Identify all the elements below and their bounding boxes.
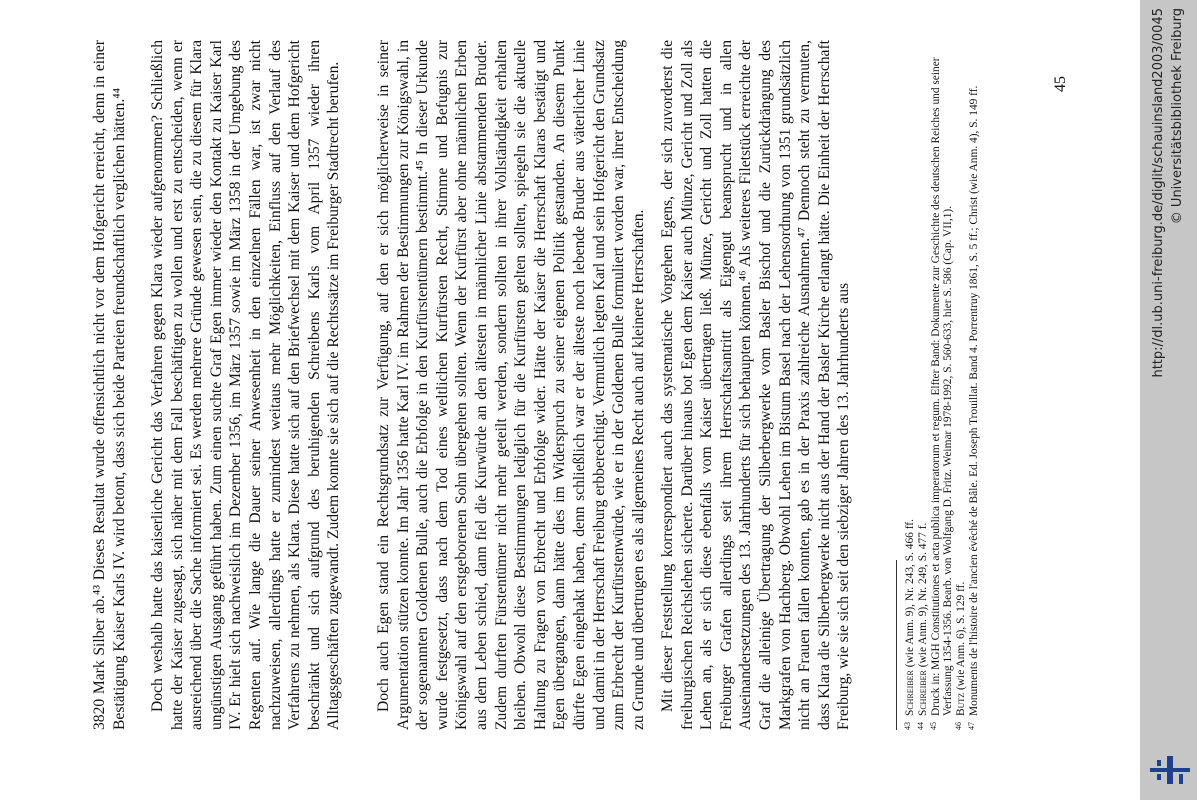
footnote-43 [904, 40, 917, 730]
footnotes [904, 40, 981, 730]
footnote-author: Butz [955, 692, 968, 716]
footnote-44 [917, 40, 930, 730]
footnote-text: (wie Anm. 6), S. 129 ff. [955, 581, 968, 693]
footnote-number: 45 [928, 722, 938, 730]
footnote-text: (wie Anm. 9), Nr. 249, S. 477 f. [916, 522, 929, 671]
footnote-number: 47 [966, 722, 976, 730]
footnote-number: 46 [954, 722, 964, 730]
copyright-notice: © Universitätsbibliothek Freiburg [1170, 8, 1185, 225]
footnote-text: (wie Anm. 9), Nr. 243, S. 466 ff. [904, 519, 916, 671]
footnote-number: 44 [915, 722, 925, 730]
paragraph-1: 3820 Mark Silber ab.⁴³ Dieses Resultat wurde offensichtlich nicht vor dem Hofgericht erreicht, denn in einer Bestätigung Kaiser Karls IV. wird betont, dass sich beide Parteien freundschaftlich verglichen hätten.⁴⁴ [91, 40, 128, 730]
footnote-author: Schreiber [916, 670, 929, 716]
footnote-text: Druck in: MGH Constitutiones et acta publica imperatorum et regum. Elfter Band: Dokumente zur Geschichte des deutschen Reiches und seiner Verfassung 1354-1356. Bearb. von Wolfgang D. Fritz. Weimar 1978-1992, S. 560-633, hier S. 586 (Cap. VII,1). [929, 57, 955, 716]
page-number: 45 [1052, 76, 1069, 92]
viewer-sidebar [1140, 0, 1197, 800]
paragraph-2: Doch weshalb hatte das kaiserliche Gericht das Verfahren gegen Klara wieder aufgenommen? Schließlich hatte der Kaiser zugesagt, sich näher mit dem Fall beschäftigen zu wollen und erst zu entscheiden, wenn er ausreichend über die Sache informiert sei. Es werden mehrere Gründe gewesen sein, die zu diesem für Klara ungünstigen Ausgang geführt haben. Zum einen suchte Graf Egen immer wieder den Kontakt zu Kaiser Karl IV. Er hielt sich nachweislich im Dezember 1356, im März 1357 sowie im März 1358 in der Umgebung des Regenten auf. Wie lange die Dauer seiner Anwesenheit in den einzelnen Fällen war, ist zwar nicht nachzuweisen, allerdings hatte er zumindest weitaus mehr Möglichkeiten, Einfluss auf den Verlauf des Verfahrens zu nehmen, als Klara. Diese hatte sich auf den Briefwechsel mit dem Kaiser und dem Hofgericht beschränkt und sich aufgrund des beruhigenden Schreibens Karls vom April 1357 wieder ihren Alltagsgeschäften zugewandt. Zudem konnte sie sich auf die Rechtssätze im Freiburger Stadtrecht berufen. [149, 40, 343, 730]
footnote-45 [930, 40, 956, 730]
footnote-author: Schreiber [904, 670, 916, 716]
footnote-separator [896, 560, 897, 730]
paragraph-3: Doch auch Egen stand ein Rechtsgrundsatz zur Verfügung, auf den er sich möglicherweise in seiner Argumentation stützen konnte. Im Jahr 1356 hatte Karl IV. im Rahmen der Bestimmungen zur Königswahl, in der sogenannten Goldenen Bulle, auch die Erbfolge in den Kurfürstentümern bestimmt.⁴⁵ In dieser Urkunde wurde festgesetzt, dass nach dem Tod eines weltlichen Kurfürsten Recht, Stimme und Befugnis zur Königswahl auf den erstgeborenen Sohn übergehen sollten. Wenn der Kurfürst aber ohne männlichen Erben aus dem Leben schied, dann fiel die Kurwürde an den ältesten in männlicher Linie abstammenden Bruder. Zudem durften Fürstentümer nicht mehr geteilt werden, sondern sollten in ihrer Vollständigkeit erhalten bleiben. Obwohl diese Bestimmungen lediglich für die Kurfürsten gelten sollten, spiegeln sie die aktuelle Haltung zu Fragen von Erbrecht und Erbfolge wider. Hätte der Kaiser die Herrschaft Klaras bestätigt und Egen übergangen, dann hätte dies im Widerspruch zu seiner eigenen Politik gestanden. An diesem Punkt dürfte Egen eingehakt haben, denn schließlich war er der älteste noch lebende Bruder aus väterlicher Linie und damit in der Herrschaft Freiburg erbberechtigt. Vermutlich legten Karl und sein Hofgericht den Grundsatz zum Erbrecht der Kurfürstenwürde, wie er in der Goldenen Bulle formuliert worden war, ihrer Entscheidung zu Grunde und übertrugen es als allgemeines Recht auch auf kleinere Herrschaften. [375, 40, 647, 730]
footnote-47 [968, 40, 981, 730]
footnote-46 [955, 40, 968, 730]
paragraph-4: Mit dieser Feststellung korrespondiert auch das systematische Vorgehen Egens, der sich zuvorderst die freiburgischen Reichslehen sicherte. Darüber hinaus bot Egen dem Kaiser auch Münze, Gericht und Zoll als Lehen an, als er sich diese ebenfalls vom Kaiser übertragen ließ. Münze, Gericht und Zoll hatten die Freiburger Grafen allerdings seit ihrem Herrschaftsantritt als Eigengut beansprucht und in allen Auseinandersetzungen des 13. Jahrhunderts für sich behaupten können.⁴⁶ Als weiteres Filetstück erreichte der Graf die alleinige Übertragung der Silberbergwerke vom Basler Bischof und die Zurückdrängung des Markgrafen von Hachberg. Obwohl Lehen im Bistum Basel nach der Lehensordnung von 1351 grundsätzlich nicht an Frauen fallen konnten, gab es in der Praxis zahlreiche Ausnahmen.⁴⁷ Dennoch steht zu vermuten, dass Klara die Silberbergwerke nicht aus der Hand der Basler Kirche erlangt hätte. Die Einheit der Herrschaft Freiburg, wie sie sich seit den siebziger Jahren des 13. Jahrhunderts aus [659, 40, 853, 730]
source-url-link[interactable]: http://dl.ub.uni-freiburg.de/diglit/schauinsland2003/0045 [1151, 8, 1166, 378]
footnote-number: 43 [903, 722, 912, 730]
sidebar-text [1140, 0, 1197, 800]
ub-freiburg-logo-icon[interactable] [1148, 748, 1192, 792]
footnote-text: Monuments de l'histoire de l'ancien évêché de Bâle. Ed. Joseph Trouillat. Band 4. Porrentruy 1861, S. 5 ff.; Christ (wie Anm. 4), S. 149 ff. [967, 85, 980, 716]
